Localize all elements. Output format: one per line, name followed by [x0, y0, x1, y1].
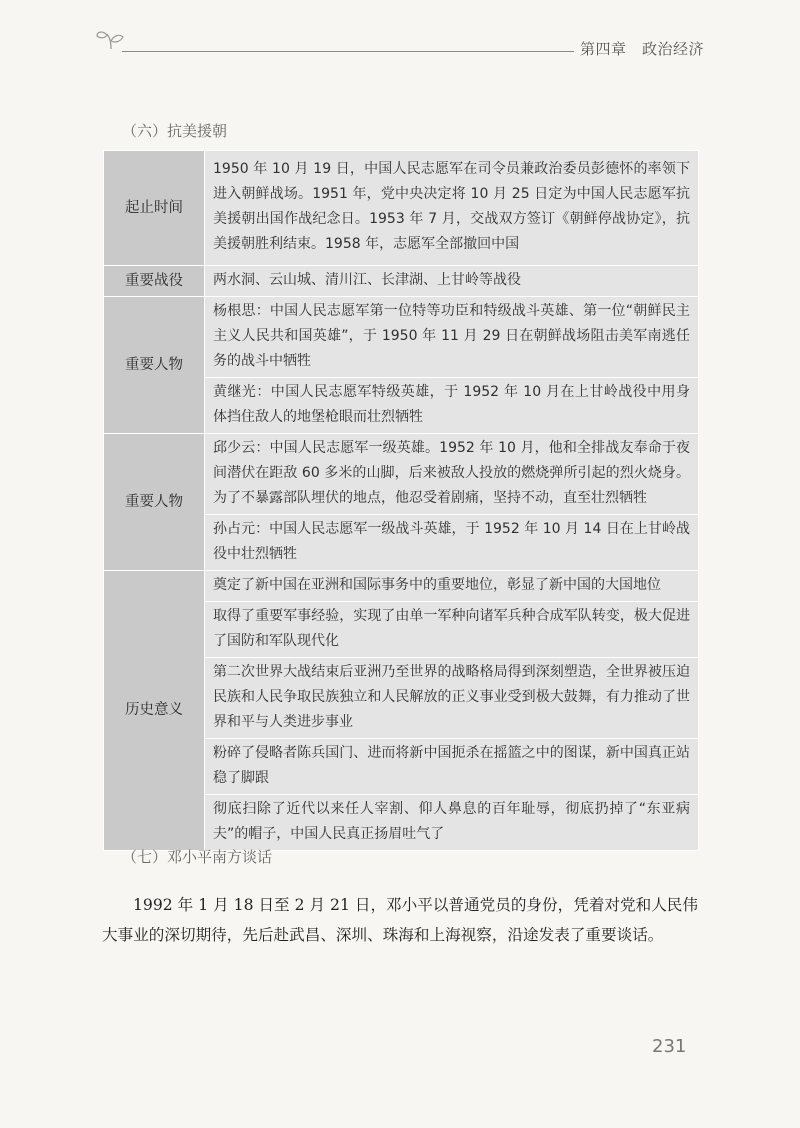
table-row	[104, 434, 699, 515]
category-cell: 重要战役	[104, 266, 205, 297]
content-cell: 杨根思：中国人民志愿军第一位特等功臣和特级战斗英雄、第一位“朝鲜民主主义人民共和国英雄”，于 1950 年 11 月 29 日在朝鲜战场阻击美军南逃任务的战斗中牺牲	[205, 297, 699, 378]
header-rule	[122, 51, 574, 52]
chapter-title: 第四章 政治经济	[580, 40, 705, 58]
content-cell: 彻底扫除了近代以来任人宰割、仰人鼻息的百年耻辱，彻底扔掉了“东亚病夫”的帽子，中国人民真正扬眉吐气了	[205, 795, 699, 851]
content-cell: 第二次世界大战结束后亚洲乃至世界的战略格局得到深刻塑造，全世界被压迫民族和人民争取民族独立和人民解放的正义事业受到极大鼓舞，有力推动了世界和平与人类进步事业	[205, 658, 699, 739]
category-cell: 历史意义	[104, 571, 205, 851]
table-row	[104, 571, 699, 602]
category-cell: 起止时间	[104, 151, 205, 266]
content-cell: 邱少云：中国人民志愿军一级英雄。1952 年 10 月，他和全排战友奉命于夜间潜伏在距敌 60 多米的山脚，后来被敌人投放的燃烧弹所引起的烈火烧身。为了不暴露部队埋伏的地点，他忍受着剧痛，坚持不动，直至壮烈牺牲	[205, 434, 699, 515]
table-row	[104, 297, 699, 378]
content-cell: 1950 年 10 月 19 日，中国人民志愿军在司令员兼政治委员彭德怀的率领下进入朝鲜战场。1951 年，党中央决定将 10 月 25 日定为中国人民志愿军抗美援朝出国作战纪念日。1953 年 7 月，交战双方签订《朝鲜停战协定》，抗美援朝胜利结束。1958 年，志愿军全部撤回中国	[205, 151, 699, 266]
content-cell: 黄继光：中国人民志愿军特级英雄，于 1952 年 10 月在上甘岭战役中用身体挡住敌人的地堡枪眼而壮烈牺牲	[205, 378, 699, 434]
content-cell: 取得了重要军事经验，实现了由单一军种向诸军兵种合成军队转变，极大促进了国防和军队现代化	[205, 602, 699, 658]
table-row	[104, 151, 699, 266]
category-cell: 重要人物	[104, 434, 205, 571]
sprout-icon	[96, 28, 128, 50]
category-cell: 重要人物	[104, 297, 205, 434]
kangmei-yuanchao-table	[103, 150, 699, 851]
content-cell: 两水洞、云山城、清川江、长津湖、上甘岭等战役	[205, 266, 699, 297]
table-row	[104, 266, 699, 297]
section-heading-southern-tour: （七）邓小平南方谈话	[122, 848, 273, 866]
body-paragraph: 1992 年 1 月 18 日至 2 月 21 日，邓小平以普通党员的身份，凭着对党和人民伟大事业的深切期待，先后赴武昌、深圳、珠海和上海视察，沿途发表了重要谈话。	[102, 895, 698, 944]
content-cell: 奠定了新中国在亚洲和国际事务中的重要地位，彰显了新中国的大国地位	[205, 571, 699, 602]
content-cell: 孙占元：中国人民志愿军一级战斗英雄，于 1952 年 10 月 14 日在上甘岭战役中壮烈牺牲	[205, 515, 699, 571]
content-cell: 粉碎了侵略者陈兵国门、进而将新中国扼杀在摇篮之中的图谋，新中国真正站稳了脚跟	[205, 739, 699, 795]
section-heading-kangmei-yuanchao: （六）抗美援朝	[122, 122, 228, 140]
page-number: 231	[652, 1036, 687, 1057]
